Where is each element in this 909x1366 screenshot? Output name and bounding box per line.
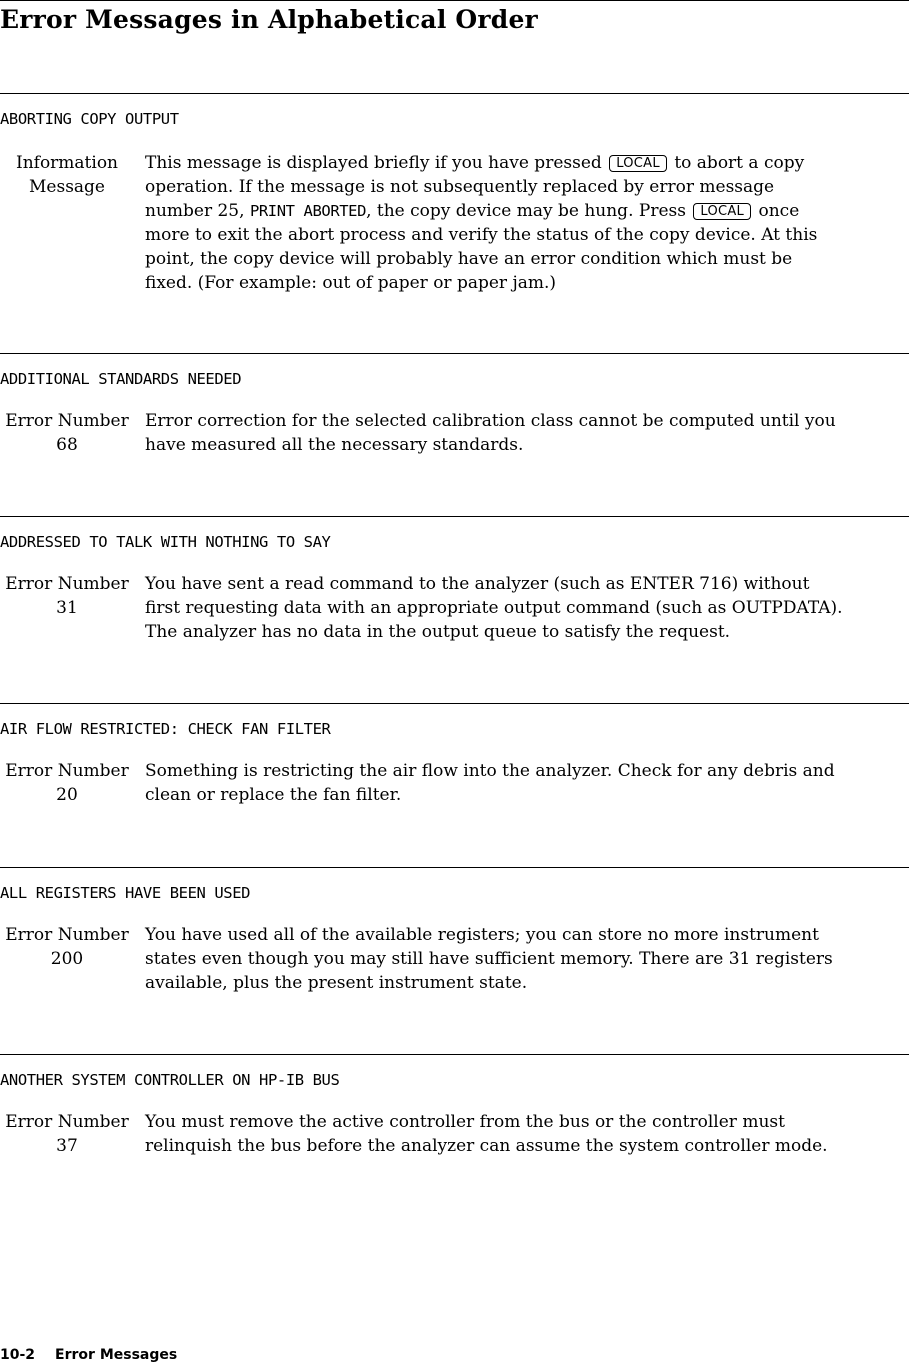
description-line: relinquish the bus before the analyzer can assume the system controller mode.	[145, 1136, 828, 1156]
error-number: 31	[56, 598, 78, 618]
page-footer	[0, 1347, 177, 1363]
description-line: Error correction for the selected calibration class cannot be computed until you	[145, 411, 836, 431]
label-line: Message	[29, 177, 105, 197]
description-line: more to exit the abort process and verify the status of the copy device. At this	[145, 225, 818, 245]
error-heading: ALL REGISTERS HAVE BEEN USED	[0, 884, 251, 902]
description-line: point, the copy device will probably have an error condition which must be	[145, 249, 793, 269]
entry-divider	[0, 516, 909, 517]
description-text: to abort a copy	[674, 153, 805, 173]
entry-divider	[0, 353, 909, 354]
error-number-label	[0, 572, 134, 620]
error-heading: ABORTING COPY OUTPUT	[0, 110, 179, 128]
page-number: 10-2	[0, 1347, 36, 1363]
description-line	[145, 199, 905, 223]
description-line: You must remove the active controller from the bus or the controller must	[145, 1112, 785, 1132]
description-line: fixed. (For example: out of paper or paper jam.)	[145, 273, 557, 293]
error-number: 68	[56, 435, 78, 455]
description-line: states even though you may still have sufficient memory. There are 31 registers	[145, 949, 833, 969]
description-line: first requesting data with an appropriate output command (such as OUTPDATA).	[145, 598, 843, 618]
description-line: operation. If the message is not subsequently replaced by error message	[145, 177, 775, 197]
local-key-icon: LOCAL	[609, 155, 667, 172]
error-description	[145, 923, 905, 995]
description-line: Something is restricting the air flow into the analyzer. Check for any debris and	[145, 761, 835, 781]
description-line: available, plus the present instrument state.	[145, 973, 528, 993]
error-heading: ANOTHER SYSTEM CONTROLLER ON HP-IB BUS	[0, 1071, 340, 1089]
description-line: You have sent a read command to the analyzer (such as ENTER 716) without	[145, 574, 810, 594]
footer-section-title: Error Messages	[55, 1347, 178, 1363]
description-text: This message is displayed briefly if you have pressed	[145, 153, 602, 173]
label-line: Error Number	[5, 925, 129, 945]
description-line	[145, 151, 905, 175]
description-line: The analyzer has no data in the output queue to satisfy the request.	[145, 622, 731, 642]
entry-divider	[0, 1054, 909, 1055]
description-line: clean or replace the fan filter.	[145, 785, 402, 805]
message-type-label	[0, 151, 134, 199]
description-text: , the copy device may be hung. Press	[366, 201, 686, 221]
entry-divider	[0, 703, 909, 704]
error-description	[145, 572, 905, 644]
error-description	[145, 151, 905, 295]
error-number: 37	[56, 1136, 78, 1156]
error-description	[145, 759, 905, 807]
entry-divider	[0, 867, 909, 868]
error-number-label	[0, 1110, 134, 1158]
error-number-label	[0, 923, 134, 971]
entry-divider	[0, 93, 909, 94]
error-number: 20	[56, 785, 78, 805]
error-number: 200	[50, 949, 84, 969]
description-line: You have used all of the available registers; you can store no more instrument	[145, 925, 819, 945]
description-text: number 25,	[145, 201, 245, 221]
top-rule	[0, 0, 909, 1]
description-line: have measured all the necessary standards.	[145, 435, 524, 455]
label-line: Error Number	[5, 761, 129, 781]
local-key-icon: LOCAL	[693, 203, 751, 220]
error-description	[145, 1110, 905, 1158]
label-line: Error Number	[5, 574, 129, 594]
error-code-text: PRINT ABORTED	[249, 202, 367, 220]
error-number-label	[0, 409, 134, 457]
error-description	[145, 409, 905, 457]
error-heading: AIR FLOW RESTRICTED: CHECK FAN FILTER	[0, 720, 331, 738]
label-line: Information	[15, 153, 119, 173]
error-heading: ADDRESSED TO TALK WITH NOTHING TO SAY	[0, 533, 331, 551]
error-number-label	[0, 759, 134, 807]
label-line: Error Number	[5, 411, 129, 431]
label-line: Error Number	[5, 1112, 129, 1132]
error-heading: ADDITIONAL STANDARDS NEEDED	[0, 370, 242, 388]
page-title: Error Messages in Alphabetical Order	[0, 5, 538, 34]
description-text: once	[758, 201, 800, 221]
